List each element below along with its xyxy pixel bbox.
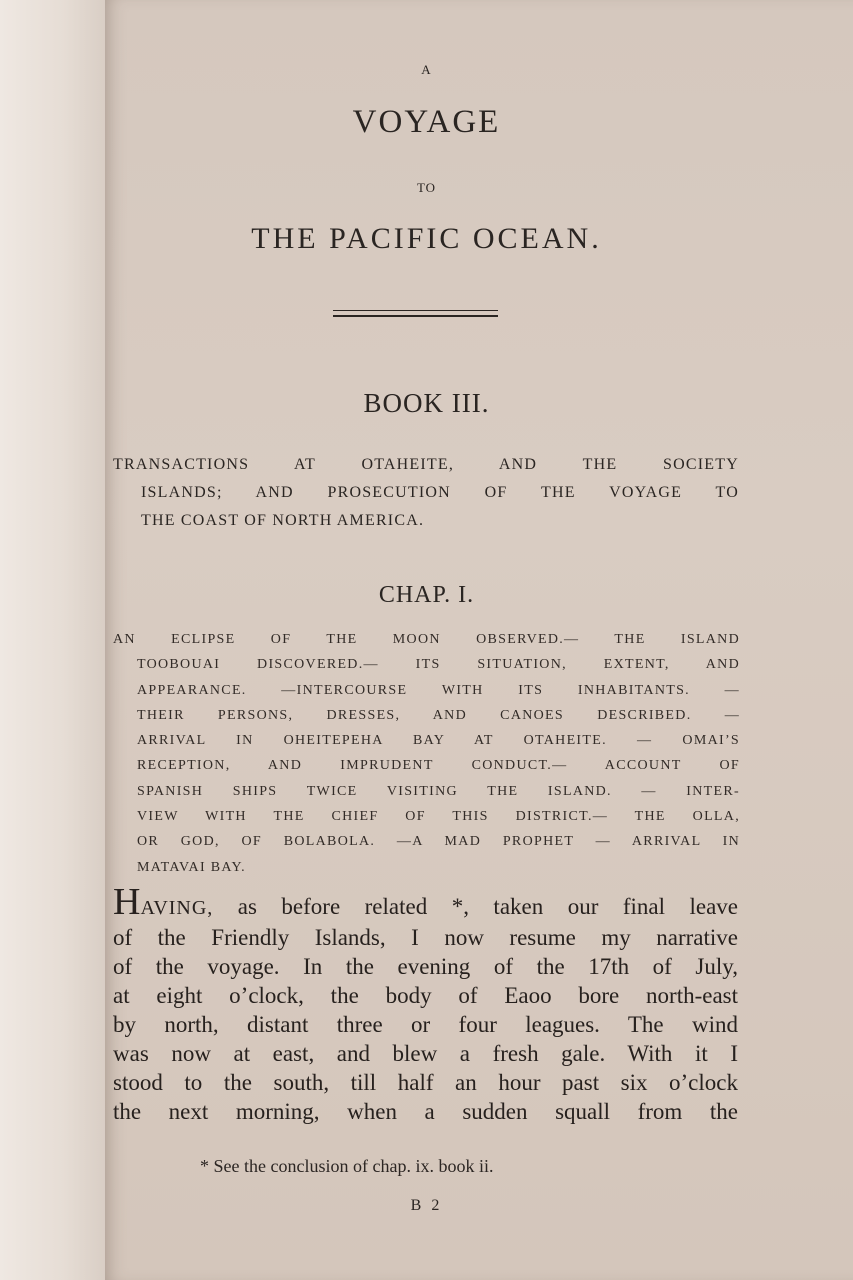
- chapter-heading: CHAP. I.: [378, 582, 475, 608]
- body-line: was now at east, and blew a fresh gale. With it I: [113, 1041, 738, 1066]
- contents-line: VIEW WITH THE CHIEF OF THIS DISTRICT.— THE OLLA,: [137, 809, 740, 825]
- body-first-line-rest: as before related *, taken our final leave: [213, 894, 738, 919]
- title-article: A: [421, 62, 432, 77]
- contents-line: THEIR PERSONS, DRESSES, AND CANOES DESCRIBED. —: [137, 707, 740, 723]
- chapter-contents: [113, 627, 740, 880]
- signature-mark: B 2: [410, 1197, 443, 1214]
- contents-line: MATAVAI BAY.: [137, 859, 246, 875]
- small-caps-opening: AVING,: [140, 897, 214, 919]
- double-rule-divider: [333, 310, 498, 317]
- body-line: by north, distant three or four leagues. The wind: [113, 1012, 738, 1037]
- title-voyage: VOYAGE: [352, 104, 501, 140]
- summary-line: TRANSACTIONS AT OTAHEITE, AND THE SOCIETY: [113, 456, 739, 473]
- title-to: TO: [416, 180, 437, 195]
- contents-line: TOOBOUAI DISCOVERED.— ITS SITUATION, EXTENT, AND: [137, 657, 740, 673]
- body-line: of the voyage. In the evening of the 17th of July,: [113, 954, 738, 979]
- body-first-line: [113, 881, 738, 923]
- body-line: at eight o’clock, the body of Eaoo bore north-east: [113, 983, 738, 1008]
- body-line: stood to the south, till half an hour past six o’clock: [113, 1070, 738, 1095]
- book-heading: BOOK III.: [363, 388, 490, 418]
- body-line: the next morning, when a sudden squall from the: [113, 1099, 738, 1124]
- contents-line: OR GOD, OF BOLABOLA. —A MAD PROPHET — ARRIVAL IN: [137, 834, 740, 850]
- drop-cap: H: [113, 881, 141, 923]
- contents-line: RECEPTION, AND IMPRUDENT CONDUCT.— ACCOUNT OF: [137, 758, 740, 774]
- summary-line: THE COAST OF NORTH AMERICA.: [141, 512, 425, 529]
- body-line: of the Friendly Islands, I now resume my narrative: [113, 925, 738, 950]
- chapter-body: [113, 881, 738, 1126]
- summary-line: ISLANDS; AND PROSECUTION OF THE VOYAGE TO: [141, 484, 739, 501]
- contents-line: AN ECLIPSE OF THE MOON OBSERVED.— THE ISLAND: [113, 632, 740, 647]
- book-summary: [113, 451, 739, 535]
- title-ocean: THE PACIFIC OCEAN.: [251, 222, 602, 255]
- contents-line: APPEARANCE. —INTERCOURSE WITH ITS INHABITANTS. —: [137, 682, 740, 698]
- footnote: * See the conclusion of chap. ix. book ii.: [200, 1156, 494, 1176]
- contents-line: SPANISH SHIPS TWICE VISITING THE ISLAND. — INTER-: [137, 783, 740, 799]
- contents-line: ARRIVAL IN OHEITEPEHA BAY AT OTAHEITE. — OMAI’S: [137, 733, 740, 749]
